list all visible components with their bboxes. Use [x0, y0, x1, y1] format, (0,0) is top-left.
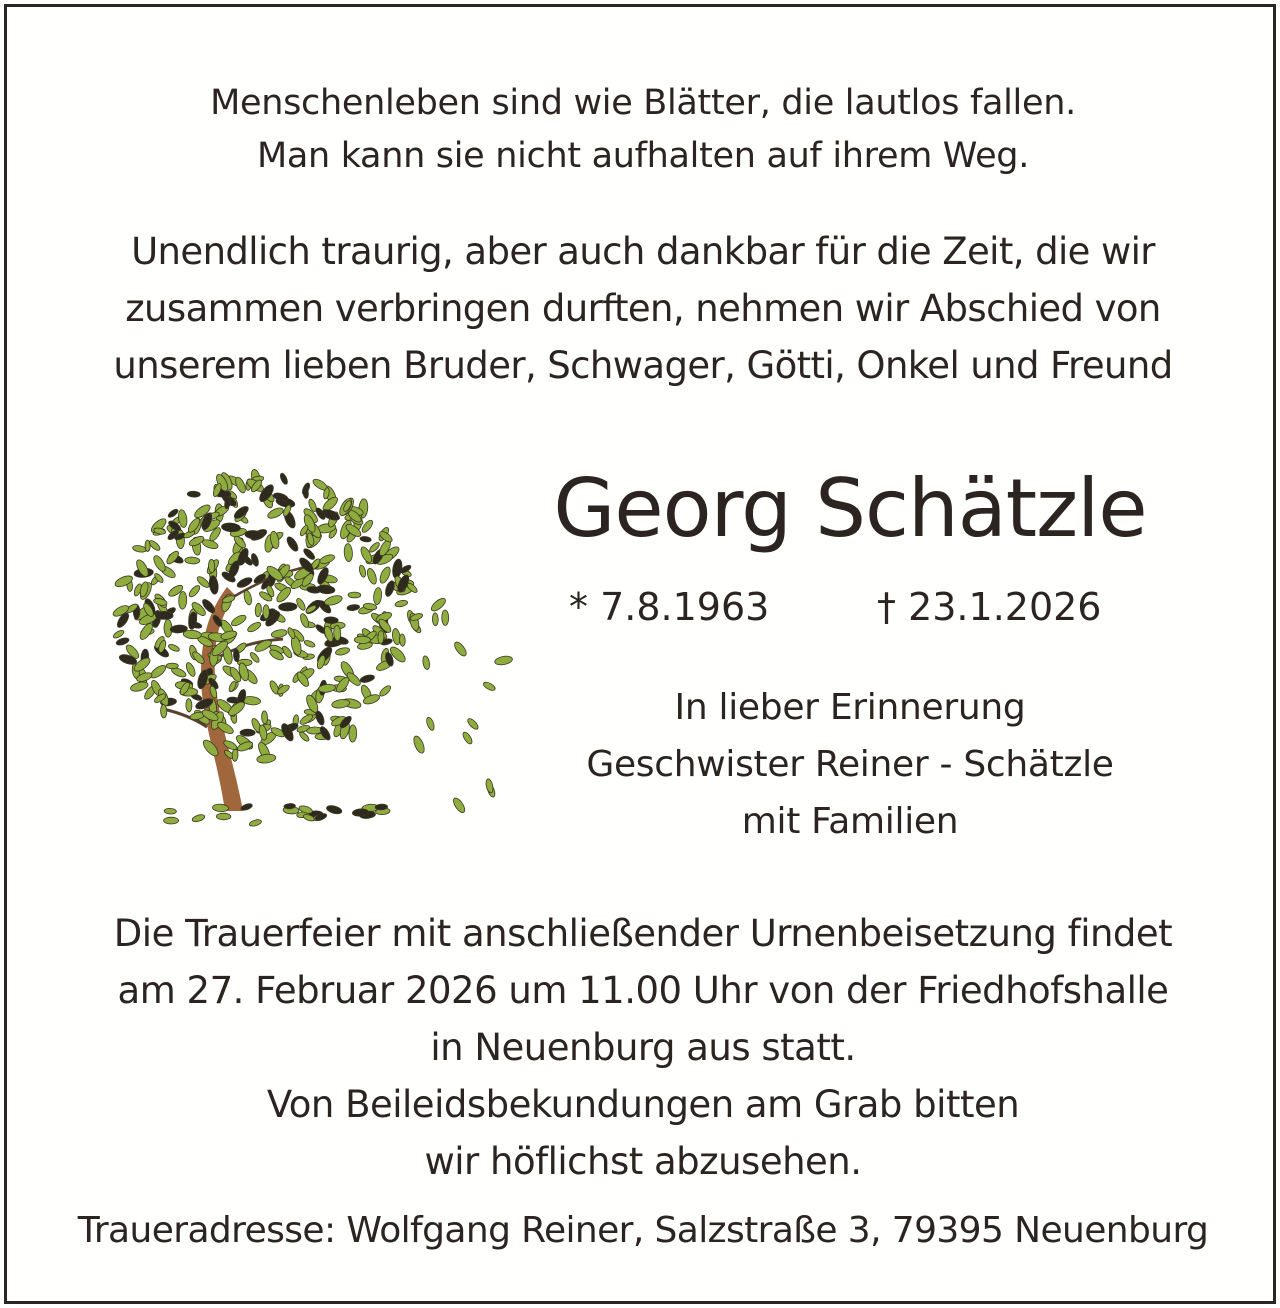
service-line-1: Die Trauerfeier mit anschließender Urnenbeisetzung findet	[113, 912, 1173, 955]
intro-line-2: zusammen verbringen durften, nehmen wir Abschied von	[125, 287, 1161, 330]
obituary-frame	[4, 4, 1276, 1304]
service-line-5: wir höflichst abzusehen.	[424, 1140, 862, 1183]
verse	[7, 77, 1279, 183]
remembrance	[485, 679, 1215, 850]
service-line-2: am 27. Februar 2026 um 11.00 Uhr von der Friedhofshalle	[117, 969, 1169, 1012]
mourning-address	[7, 1203, 1279, 1259]
intro-text	[7, 223, 1279, 394]
verse-line-1: Menschenleben sind wie Blätter, die lautlos fallen.	[210, 83, 1076, 123]
service-line-3: in Neuenburg aus statt.	[430, 1026, 856, 1069]
address-line: Traueradresse: Wolfgang Reiner, Salzstraße 3, 79395 Neuenburg	[77, 1210, 1209, 1251]
remembrance-line-3: mit Familien	[741, 801, 959, 842]
deceased-name: Georg Schätzle	[553, 462, 1147, 555]
intro-line-1: Unendlich traurig, aber auch dankbar für die Zeit, die wir	[131, 230, 1155, 273]
funeral-service-notice	[7, 905, 1279, 1190]
service-line-4: Von Beileidsbekundungen am Grab bitten	[266, 1083, 1020, 1126]
death-date: † 23.1.2026	[877, 585, 1102, 629]
remembrance-line-1: In lieber Erinnerung	[674, 687, 1026, 728]
verse-line-2: Man kann sie nicht aufhalten auf ihrem Weg.	[256, 136, 1030, 176]
intro-line-3: unserem lieben Bruder, Schwager, Götti, Onkel und Freund	[113, 344, 1173, 387]
remembrance-line-2: Geschwister Reiner - Schätzle	[586, 744, 1114, 785]
birth-date: * 7.8.1963	[569, 585, 770, 629]
